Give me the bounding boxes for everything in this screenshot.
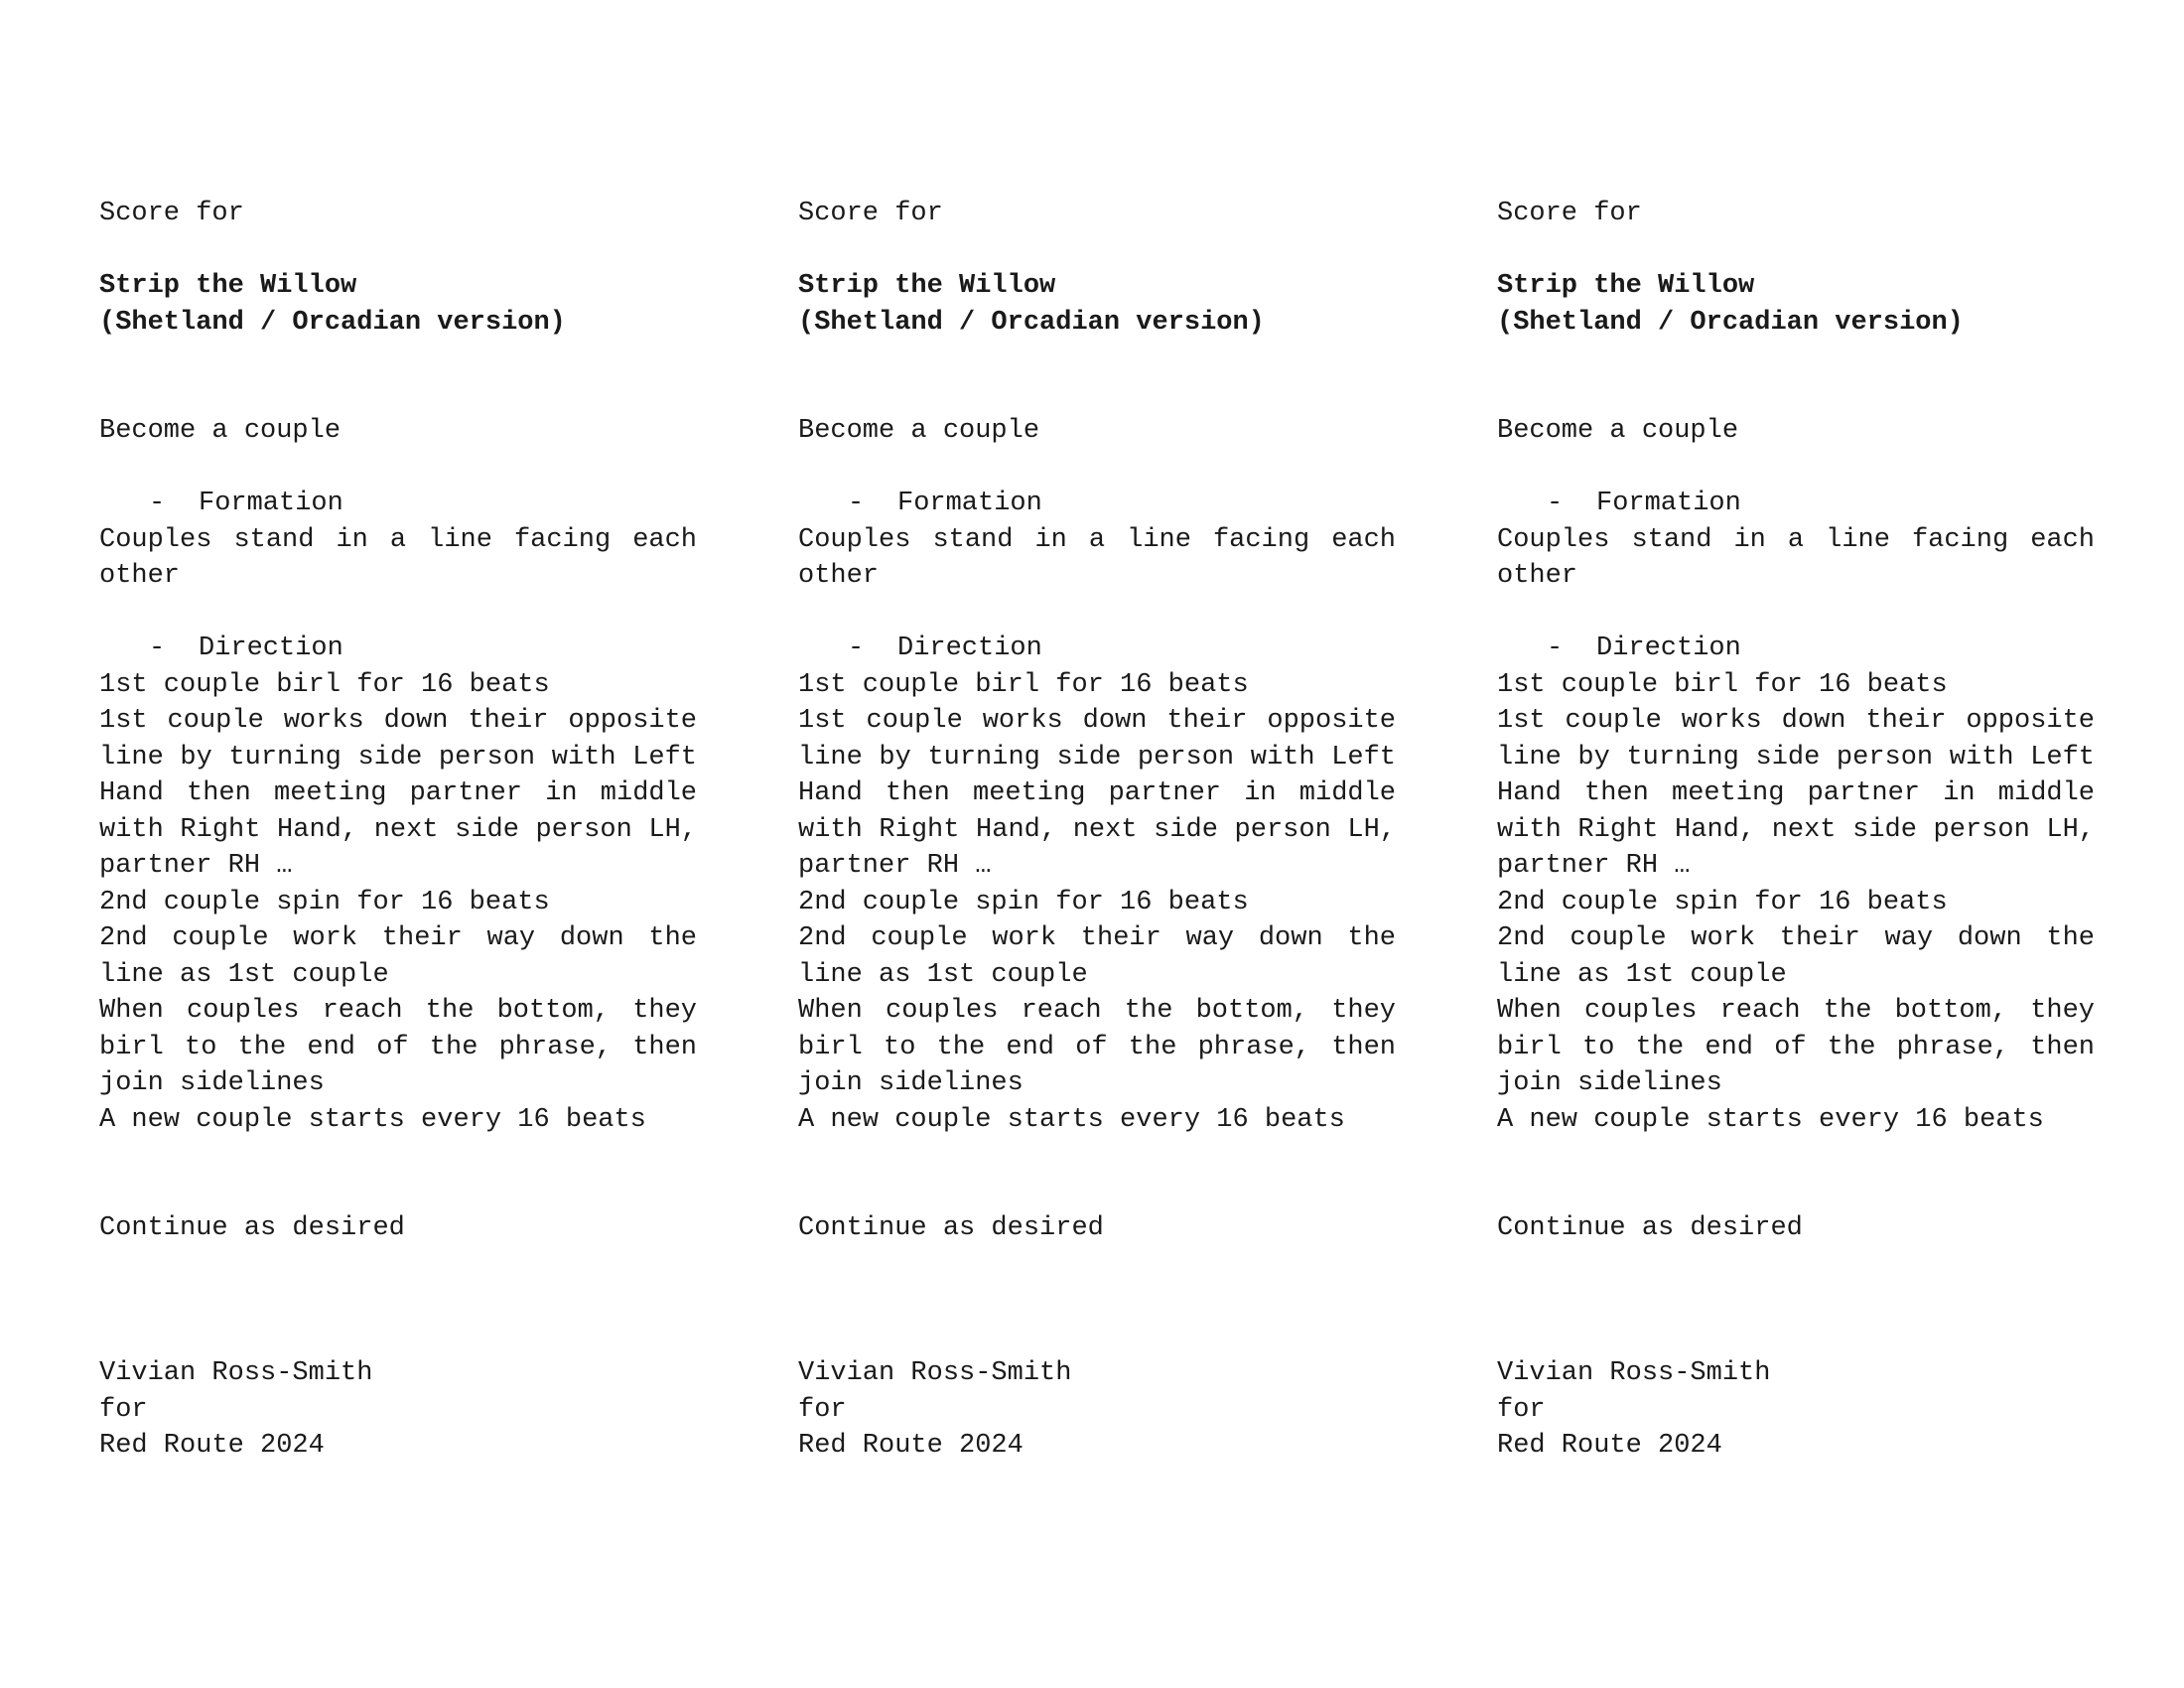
formation-heading	[1497, 486, 2095, 522]
direction-step: 2nd couple spin for 16 beats	[1497, 887, 1948, 917]
author-for: for	[99, 1394, 148, 1425]
event-name: Red Route 2024	[1497, 1431, 1722, 1461]
event-name: Red Route 2024	[798, 1431, 1024, 1461]
dance-title: Strip the Willow	[99, 271, 357, 301]
intro-text: Become a couple	[1497, 416, 1739, 446]
author-name: Vivian Ross-Smith	[798, 1358, 1072, 1388]
formation-heading	[798, 486, 1396, 522]
author-for: for	[1497, 1394, 1546, 1425]
closing-text: Continue as desired	[1497, 1213, 1803, 1243]
formation-label: Formation	[1596, 489, 1741, 518]
direction-step: A new couple starts every 16 beats	[1497, 1104, 2044, 1135]
closing-text: Continue as desired	[798, 1213, 1104, 1243]
direction-step: 1st couple birl for 16 beats	[1497, 669, 1948, 700]
bullet-dash: -	[1547, 633, 1564, 663]
direction-heading	[1497, 631, 2095, 667]
score-card-3	[1497, 196, 2095, 1465]
bullet-dash: -	[848, 489, 865, 518]
direction-step: 1st couple works down their opposite line by turning side person with Left Hand then meeting partner in middle with Right Hand, next side person LH, partner RH …	[798, 706, 1396, 881]
direction-step: 1st couple works down their opposite line by turning side person with Left Hand then meeting partner in middle with Right Hand, next side person LH, partner RH …	[1497, 706, 2095, 881]
formation-label: Formation	[199, 489, 343, 518]
formation-label: Formation	[897, 489, 1042, 518]
dance-title: Strip the Willow	[1497, 271, 1755, 301]
direction-step: A new couple starts every 16 beats	[798, 1104, 1345, 1135]
bullet-dash: -	[149, 633, 166, 663]
direction-step: When couples reach the bottom, they birl to the end of the phrase, then join sidelines	[1497, 996, 2095, 1098]
direction-step: 1st couple birl for 16 beats	[99, 669, 550, 700]
bullet-dash: -	[1547, 489, 1564, 518]
formation-text: Couples stand in a line facing each other	[798, 524, 1396, 591]
direction-label: Direction	[199, 633, 343, 663]
direction-heading	[99, 631, 697, 667]
direction-step: When couples reach the bottom, they birl to the end of the phrase, then join sidelines	[99, 996, 697, 1098]
closing-text: Continue as desired	[99, 1213, 405, 1243]
bullet-dash: -	[848, 633, 865, 663]
dance-title: Strip the Willow	[798, 271, 1056, 301]
score-card-1	[99, 196, 697, 1465]
formation-text: Couples stand in a line facing each other	[99, 524, 697, 591]
score-card-2	[798, 196, 1396, 1465]
bullet-dash: -	[149, 489, 166, 518]
direction-step: 2nd couple spin for 16 beats	[798, 887, 1249, 917]
direction-heading	[798, 631, 1396, 667]
author-name: Vivian Ross-Smith	[1497, 1358, 1771, 1388]
direction-step: 2nd couple spin for 16 beats	[99, 887, 550, 917]
direction-step: 2nd couple work their way down the line as 1st couple	[99, 923, 697, 990]
direction-step: When couples reach the bottom, they birl to the end of the phrase, then join sidelines	[798, 996, 1396, 1098]
score-heading: Score for	[99, 199, 244, 228]
direction-label: Direction	[897, 633, 1042, 663]
score-heading: Score for	[1497, 199, 1642, 228]
dance-subtitle: (Shetland / Orcadian version)	[1497, 307, 1964, 338]
event-name: Red Route 2024	[99, 1431, 325, 1461]
direction-step: 2nd couple work their way down the line as 1st couple	[1497, 923, 2095, 990]
direction-step: 2nd couple work their way down the line as 1st couple	[798, 923, 1396, 990]
formation-heading	[99, 486, 697, 522]
author-for: for	[798, 1394, 847, 1425]
direction-step: A new couple starts every 16 beats	[99, 1104, 646, 1135]
dance-subtitle: (Shetland / Orcadian version)	[798, 307, 1265, 338]
dance-subtitle: (Shetland / Orcadian version)	[99, 307, 566, 338]
author-name: Vivian Ross-Smith	[99, 1358, 373, 1388]
intro-text: Become a couple	[798, 416, 1040, 446]
direction-step: 1st couple birl for 16 beats	[798, 669, 1249, 700]
direction-step: 1st couple works down their opposite line by turning side person with Left Hand then meeting partner in middle with Right Hand, next side person LH, partner RH …	[99, 706, 697, 881]
score-heading: Score for	[798, 199, 943, 228]
formation-text: Couples stand in a line facing each other	[1497, 524, 2095, 591]
direction-label: Direction	[1596, 633, 1741, 663]
intro-text: Become a couple	[99, 416, 341, 446]
